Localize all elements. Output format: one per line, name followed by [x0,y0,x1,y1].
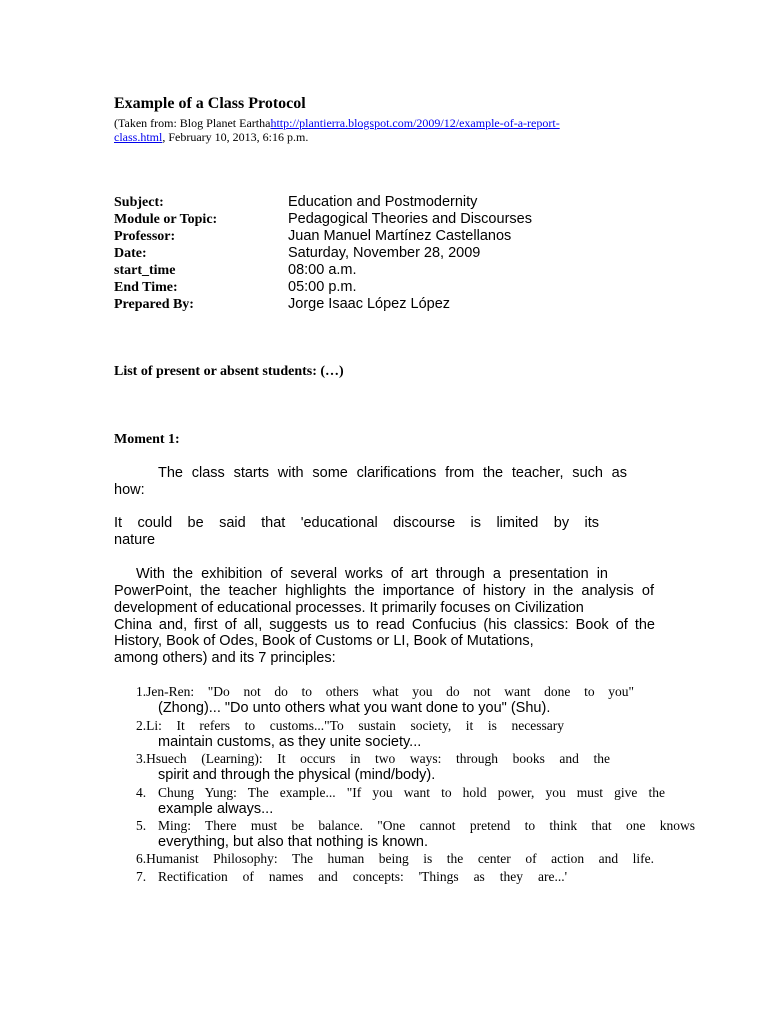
end-time-label: End Time: [114,280,178,295]
principle-4-line-2: example always... [158,801,274,817]
paragraph-1-line-2: how: [114,482,145,498]
source-prefix: (Taken from: Blog Planet Eartha [114,116,271,130]
principle-1-line-2: (Zhong)... "Do unto others what you want done to you" (Shu). [158,700,551,716]
principle-3-line-1: 3.Hsuech (Learning): It occurs in two ways: through books and the [136,751,610,766]
prepared-by-value: Jorge Isaac López López [288,296,451,312]
start-time-label: start_time [114,263,176,278]
paragraph-3-line-2: PowerPoint, the teacher highlights the importance of history in the analysis of [114,583,654,599]
paragraph-3-line-1: With the exhibition of several works of art through a presentation in [136,566,608,582]
module-value: Pedagogical Theories and Discourses [288,211,532,227]
start-time-value: 08:00 a.m. [288,262,357,278]
paragraph-2-line-1: It could be said that 'educational discourse is limited by its [114,515,599,531]
source-date: , February 10, 2013, 6:16 p.m. [162,130,309,144]
date-label: Date: [114,246,147,261]
module-label: Module or Topic: [114,212,218,227]
professor-label: Professor: [114,229,176,244]
principle-2-line-1: 2.Li: It refers to customs..."To sustain society, it is necessary [136,718,564,733]
principle-7-number: 7. [136,869,147,884]
principle-7-line-1: Rectification of names and concepts: 'Things as they are...' [158,869,567,884]
principle-6-line-1: 6.Humanist Philosophy: The human being is the center of action and life. [136,851,654,866]
principle-4-number: 4. [136,785,147,800]
source-link[interactable]: http://plantierra.blogspot.com/2009/12/example-of-a-report- [270,116,560,130]
paragraph-1-line-1: The class starts with some clarifications from the teacher, such as [158,465,627,481]
subject-label: Subject: [114,195,164,210]
prepared-by-label: Prepared By: [114,297,194,312]
date-value: Saturday, November 28, 2009 [288,245,481,261]
subject-value: Education and Postmodernity [288,194,478,210]
paragraph-3-line-3: development of educational processes. It primarily focuses on Civilization [114,600,584,616]
source-line-2 [114,130,308,145]
principle-3-line-2: spirit and through the physical (mind/body). [158,767,436,783]
end-time-value: 05:00 p.m. [288,279,357,295]
source-line [114,116,560,131]
paragraph-2-line-2: nature [114,532,156,548]
professor-value: Juan Manuel Martínez Castellanos [288,228,512,244]
principle-5-line-2: everything, but also that nothing is known. [158,834,429,850]
paragraph-3-line-5: History, Book of Odes, Book of Customs or LI, Book of Mutations, [114,633,534,649]
principle-1-line-1: 1.Jen-Ren: "Do not do to others what you do not want done to you" [136,684,634,699]
principle-4-line-1: Chung Yung: The example... "If you want to hold power, you must give the [158,785,665,800]
principle-5-line-1: Ming: There must be balance. "One cannot pretend to think that one knows [158,818,695,833]
source-link-continued[interactable]: class.html [114,130,163,144]
principle-2-line-2: maintain customs, as they unite society... [158,734,422,750]
document-title: Example of a Class Protocol [114,95,306,112]
principle-5-number: 5. [136,818,147,833]
paragraph-3-line-6: among others) and its 7 principles: [114,650,336,666]
paragraph-3-line-4: China and, first of all, suggests us to read Confucius (his classics: Book of the [114,617,655,633]
moment-heading: Moment 1: [114,432,180,447]
students-heading: List of present or absent students: (…) [114,364,344,379]
